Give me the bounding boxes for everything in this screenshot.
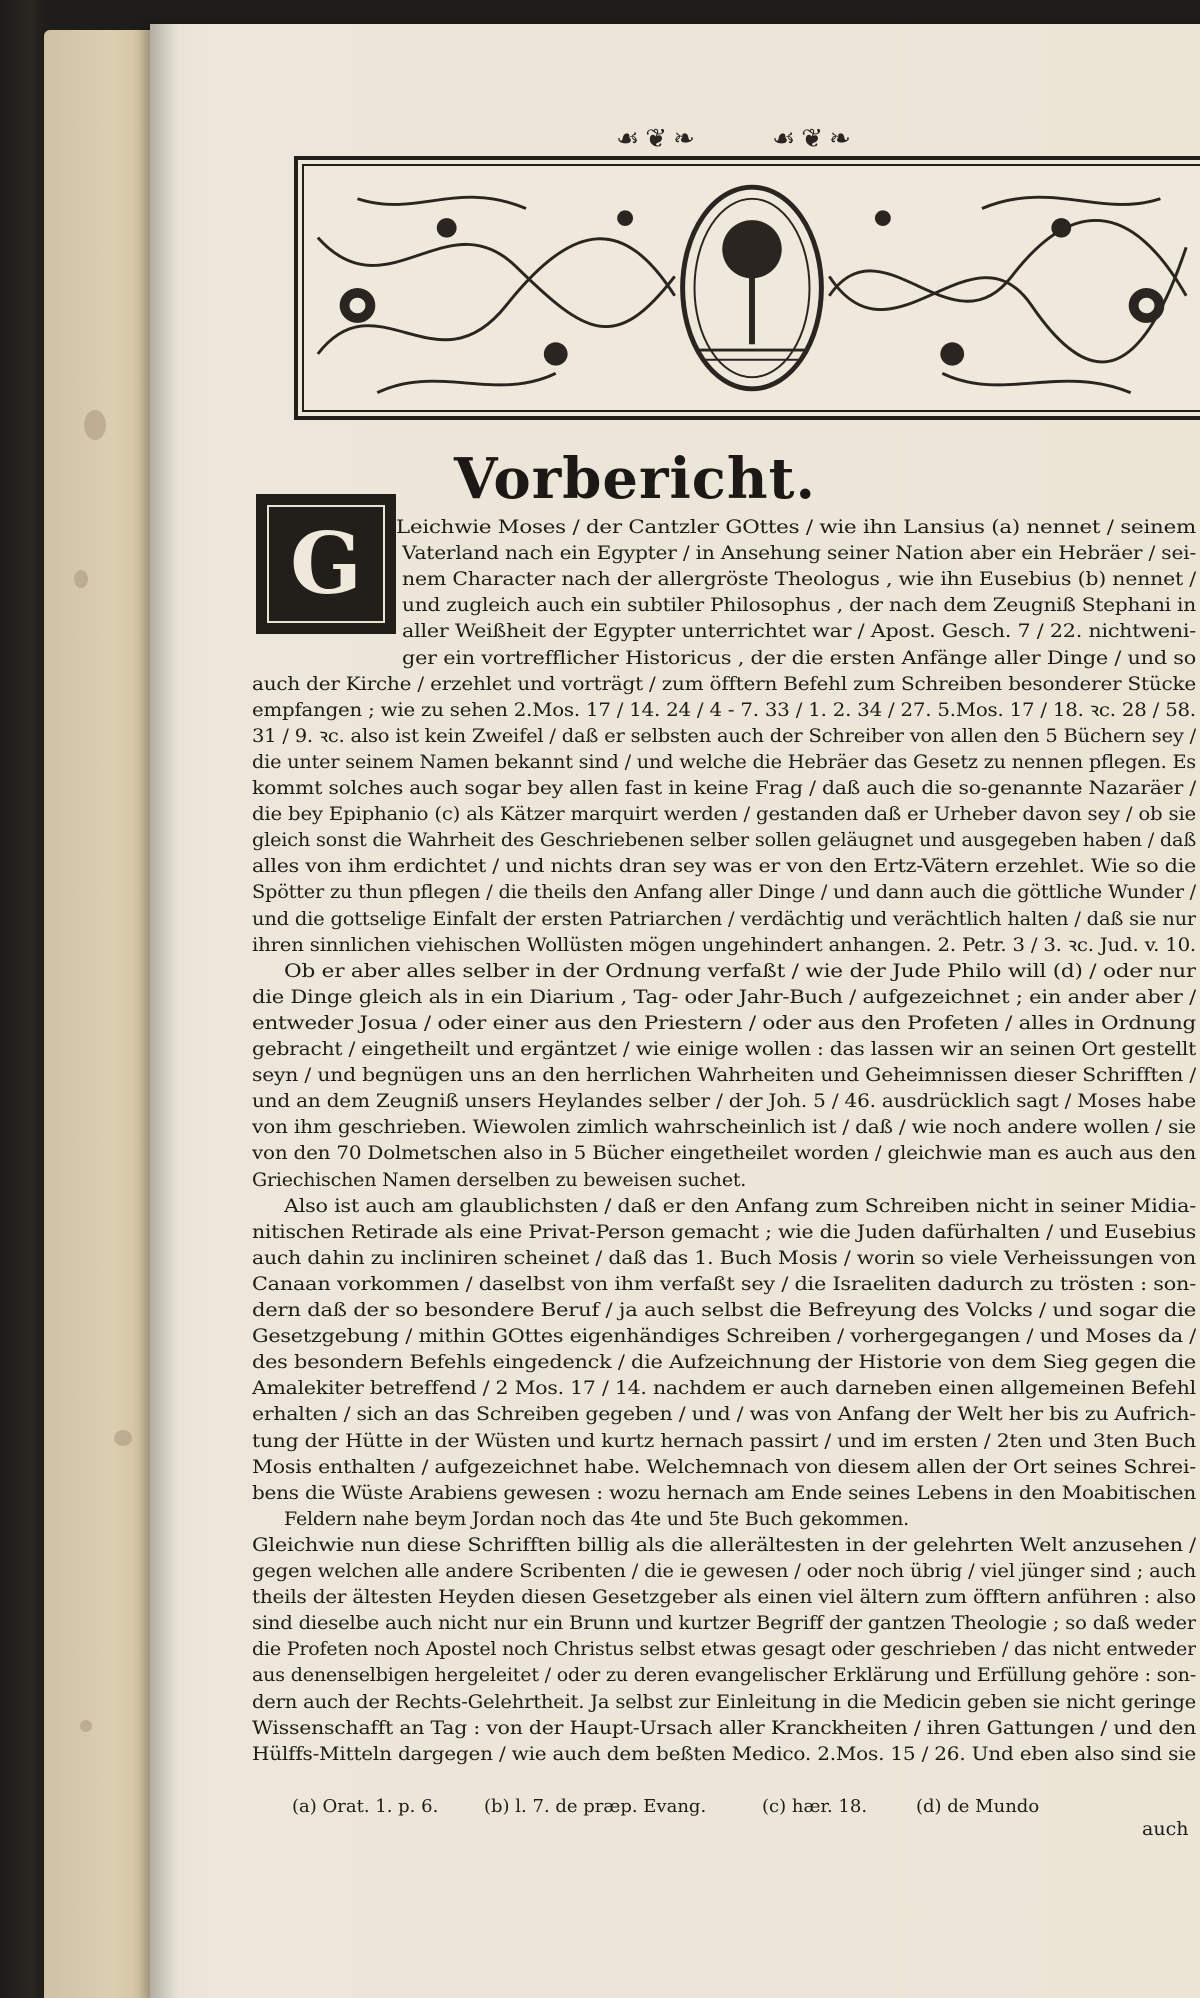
- text-line: 31 / 9. ꝛc. also ist kein Zweifel / daß er selbsten auch der Schreiber von allen den 5 Büchern sey /: [252, 724, 1196, 747]
- text-line: und zugleich auch ein subtiler Philosophus , der nach dem Zeugniß Stephani in: [402, 594, 1196, 617]
- initial-frame: [267, 505, 385, 623]
- text-line: kommt solches auch sogar bey allen fast in keine Frag / daß auch die so-genannte Nazaräer /: [252, 777, 1196, 799]
- text-line: nem Character nach der allergröste Theologus , wie ihn Eusebius (b) nennet /: [402, 568, 1196, 591]
- decorative-headpiece: [294, 156, 1200, 420]
- stain: [74, 570, 88, 588]
- ornament-vignette-right: ☙❦❧: [772, 124, 857, 154]
- text-line: die unter seinem Namen bekannt sind / und welche die Hebräer das Gesetz zu nennen pflegen. Es: [252, 750, 1196, 773]
- text-line: und die gottselige Einfalt der ersten Patriarchen / verdächtig und verächtlich halten / daß sie nur: [252, 907, 1196, 930]
- text-line: seyn / und begnügen uns an den herrlichen Wahrheiten und Geheimnissen dieser Schrifften /: [252, 1064, 1196, 1087]
- text-line: Leichwie Moses / der Cantzler GOttes / wie ihn Lansius (a) nennet / seinem: [396, 516, 1196, 538]
- text-line: theils der ältesten Heyden diesen Gesetzgeber als einen viel ältern zum öfftern anführen : also: [252, 1586, 1196, 1609]
- stain: [84, 410, 106, 440]
- footnote-d: (d) de Mundo: [916, 1796, 1040, 1817]
- text-line: Hülffs-Mitteln dargegen / wie auch dem beßten Medico. 2.Mos. 15 / 26. Und eben also sind sie: [252, 1742, 1196, 1765]
- text-line: dern auch der Rechts-Gelehrtheit. Ja selbst zur Einleitung in die Medicin geben sie nicht geringe: [252, 1690, 1196, 1713]
- text-line: Spötter zu thun pflegen / die theils den Anfang aller Dinge / und dann auch die göttliche Wunder /: [252, 881, 1196, 904]
- text-line: von den 70 Dolmetschen also in 5 Bücher eingetheilet worden / gleichwie man es auch aus den: [252, 1142, 1196, 1165]
- text-line: empfangen ; wie zu sehen 2.Mos. 17 / 14. 24 / 4 - 7. 33 / 1. 2. 34 / 27. 5.Mos. 17 / 18. ꝛc. 28 / 58.: [252, 698, 1196, 721]
- footnotes: [292, 1796, 1192, 1826]
- text-line: gebracht / eingetheilt und ergäntzet / wie einige wollen : das lassen wir an seinen Ort gestellt: [252, 1038, 1196, 1060]
- text-line: gegen welchen alle andere Scribenten / die ie gewesen / oder noch übrig / viel jünger sind ; auch: [252, 1560, 1196, 1582]
- text-line: Gesetzgebung / mithin GOttes eigenhändiges Schreiben / vorhergegangen / und Moses da /: [252, 1325, 1196, 1348]
- text-line: und an dem Zeugniß unsers Heylandes selber / der Joh. 5 / 46. ausdrücklich sagt / Moses habe: [252, 1090, 1196, 1113]
- initial-letter: G: [290, 514, 362, 613]
- text-line: sind dieselbe auch nicht nur ein Brunn und kurtzer Begriff der gantzen Theologie ; so daß weder: [252, 1612, 1196, 1635]
- stain: [114, 1430, 132, 1446]
- text-line: Griechischen Namen derselben zu beweisen suchet.: [252, 1168, 747, 1191]
- ornament-vignette-left: ☙❦❧: [616, 124, 701, 154]
- text-line: die Profeten noch Apostel noch Christus selbst etwas gesagt oder geschrieben / das nicht entweder: [252, 1638, 1196, 1661]
- text-line: Ob er aber alles selber in der Ordnung verfaßt / wie der Jude Philo will (d) / oder nur: [284, 959, 1196, 982]
- text-line: ihren sinnlichen viehischen Wollüsten mögen ungehindert anhangen. 2. Petr. 3 / 3. ꝛc. Jud. v. 10.: [252, 933, 1196, 956]
- text-line: auch dahin zu incliniren scheinet / daß das 1. Buch Mosis / worin so viele Verheissungen von: [252, 1246, 1196, 1269]
- text-line: bens die Wüste Arabiens gewesen : wozu hernach am Ende seines Lebens in den Moabitischen: [252, 1481, 1196, 1504]
- text-line: nitischen Retirade als eine Privat-Person gemacht ; wie die Juden dafürhalten / und Eusebius: [252, 1220, 1196, 1243]
- text-line: Canaan vorkommen / daselbst von ihm verfaßt sey / die Israeliten dadurch zu trösten : son-: [252, 1272, 1196, 1295]
- text-line: auch der Kirche / erzehlet und vorträgt / zum öfftern Befehl zum Schreiben besonderer Stücke: [252, 672, 1196, 695]
- text-line: entweder Josua / oder einer aus den Priestern / oder aus den Profeten / alles in Ordnung: [252, 1011, 1196, 1034]
- text-line: alles von ihm erdichtet / und nichts dran sey was er von den Ertz-Vätern erzehlet. Wie so die: [252, 855, 1196, 878]
- text-line: die bey Epiphanio (c) als Kätzer marquirt werden / gestanden daß er Urheber davon sey / ob sie: [252, 803, 1196, 826]
- stain: [80, 1720, 92, 1732]
- text-line: Gleichwie nun diese Schrifften billig als die allerältesten in der gelehrten Welt anzusehen /: [252, 1533, 1196, 1556]
- text-line: von ihm geschrieben. Wiewolen zimlich wahrscheinlich ist / daß / wie noch andere wollen / sie: [252, 1116, 1196, 1139]
- footnote-b: (b) l. 7. de præp. Evang.: [484, 1796, 707, 1817]
- decorated-initial: [256, 494, 396, 634]
- text-line: Also ist auch am glaublichsten / daß er den Anfang zum Schreiben nicht in seiner Midia-: [284, 1194, 1196, 1217]
- text-line: Feldern nahe beym Jordan noch das 4te und 5te Buch gekommen.: [284, 1507, 910, 1530]
- text-line: Amalekiter betreffend / 2 Mos. 17 / 14. nachdem er auch darneben einen allgemeinen Befehl: [252, 1377, 1196, 1400]
- text-line: Mosis enthalten / aufgezeichnet habe. Welchemnach von diesem allen der Ort seines Schrei-: [252, 1455, 1196, 1478]
- text-line: Wissenschafft an Tag : von der Haupt-Ursach aller Kranckheiten / ihren Gattungen / und den: [252, 1716, 1196, 1739]
- text-line: des besondern Befehls eingedenck / die Aufzeichnung der Historie von dem Sieg gegen die: [252, 1351, 1196, 1374]
- text-line: die Dinge gleich als in ein Diarium , Tag- oder Jahr-Buch / aufgezeichnet ; ein ander aber /: [252, 985, 1196, 1008]
- page-title: Vorbericht.: [454, 446, 816, 512]
- footnote-a: (a) Orat. 1. p. 6.: [292, 1796, 439, 1817]
- page-gutter-shadow: [150, 24, 178, 1998]
- footnote-c: (c) hær. 18.: [762, 1796, 868, 1817]
- text-line: ger ein vortrefflicher Historicus , der die ersten Anfänge aller Dinge / und so: [402, 646, 1196, 669]
- text-line: Vaterland nach ein Egypter / in Ansehung seiner Nation aber ein Hebräer / sei-: [402, 542, 1196, 565]
- text-line: tung der Hütte in der Wüsten und kurtz hernach passirt / und im ersten / 2ten und 3ten Buch: [252, 1429, 1196, 1452]
- floral-ornament-graphic: [298, 160, 1200, 416]
- text-line: dern daß der so besondere Beruf / ja auch selbst die Befreyung des Volcks / und sogar die: [252, 1299, 1196, 1321]
- text-line: aller Weißheit der Egypter unterrichtet war / Apost. Gesch. 7 / 22. nichtweni-: [402, 620, 1196, 643]
- text-line: aus denenselbigen hergeleitet / oder zu deren evangelischer Erklärung und Erfüllung gehöre : son-: [252, 1664, 1196, 1687]
- text-line: erhalten / sich an das Schreiben gegeben / und / was von Anfang der Welt her bis zu Aufrich-: [252, 1403, 1196, 1426]
- text-line: gleich sonst die Wahrheit des Geschriebenen selber sollen geläugnet und ausgegeben haben / daß: [252, 829, 1196, 852]
- catchword: auch: [1142, 1818, 1189, 1840]
